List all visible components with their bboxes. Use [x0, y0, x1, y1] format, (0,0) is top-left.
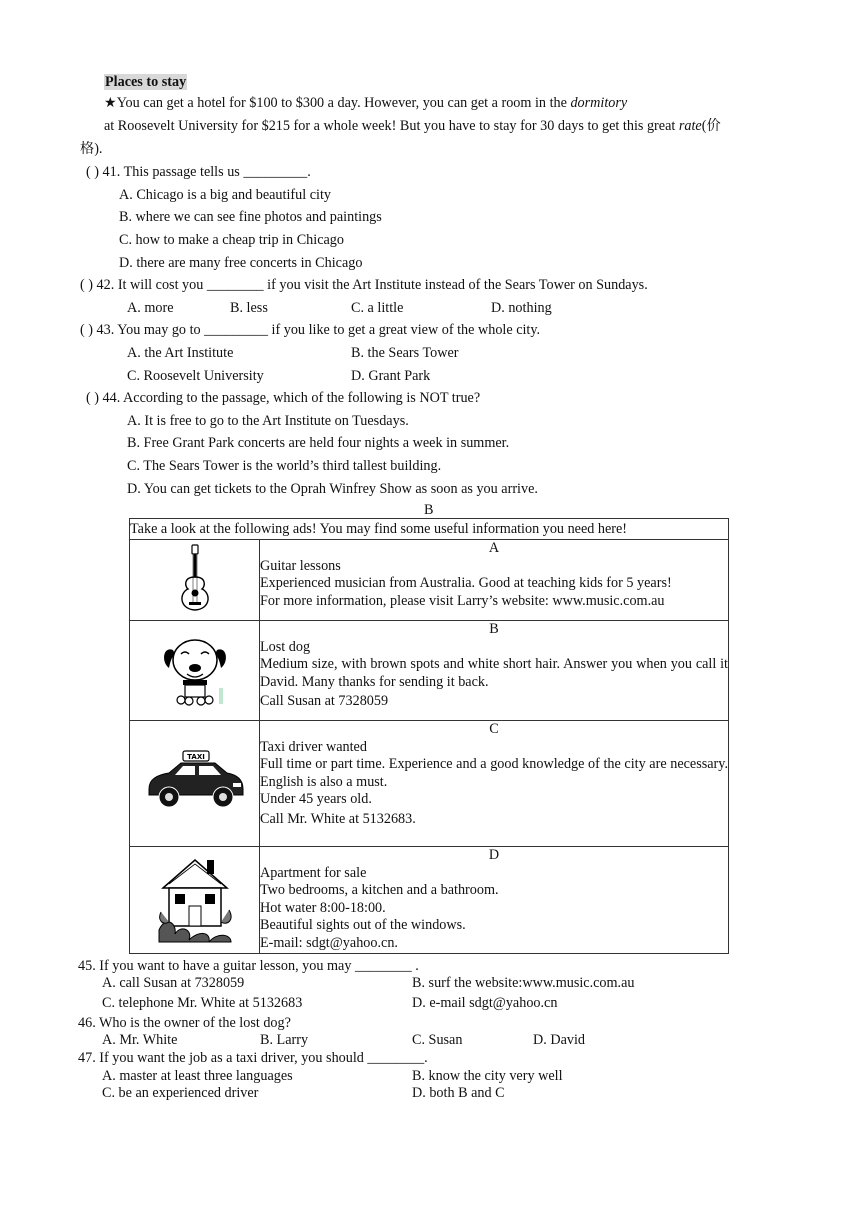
ad-a-line-2: For more information, please visit Larry’s website: www.music.com.au — [260, 592, 665, 609]
ad-c-call: Call Mr. White at 5132683. — [260, 810, 416, 827]
q41-option-c: C. how to make a cheap trip in Chicago — [119, 232, 344, 248]
q41-option-b: B. where we can see fine photos and paintings — [119, 209, 382, 225]
ad-d-line-2: Hot water 8:00-18:00. — [260, 899, 386, 916]
ad-d-email: E-mail: sdgt@yahoo.cn. — [260, 934, 398, 951]
q42-option-a: A. more — [127, 300, 174, 316]
places-line-2: at Roosevelt University for $215 for a whole week! But you have to stay for 30 days to get this great rate(价 — [104, 118, 721, 134]
ad-b-body: Medium size, with brown spots and white short hair. Answer you when you call it David. Many thanks for sending it back. — [260, 656, 728, 690]
house-icon — [130, 847, 260, 954]
star-icon: ★ — [104, 95, 117, 111]
ad-d-line-3: Beautiful sights out of the windows. — [260, 917, 466, 933]
q45-option-a: A. call Susan at 7328059 — [102, 975, 245, 991]
q44-stem: ( ) 44. According to the passage, which of the following is NOT true? — [86, 390, 481, 406]
ad-d-line-1: Two bedrooms, a kitchen and a bathroom. — [260, 882, 499, 898]
q43-option-a: A. the Art Institute — [127, 345, 234, 361]
q42-option-d: D. nothing — [491, 300, 552, 316]
section-b-label: B — [424, 502, 434, 518]
taxi-icon — [130, 721, 260, 847]
q45-option-c: C. telephone Mr. White at 5132683 — [102, 995, 303, 1011]
q43-option-d: D. Grant Park — [351, 368, 431, 384]
q42-option-c: C. a little — [351, 300, 404, 316]
ad-a-letter: A — [488, 540, 500, 556]
ad-a-line-1: Experienced musician from Australia. Good at teaching kids for 5 years! — [260, 575, 672, 591]
q43-stem: ( ) 43. You may go to _________ if you like to get a great view of the whole city. — [80, 322, 541, 338]
q43-option-c: C. Roosevelt University — [127, 368, 264, 384]
q46-stem: 46. Who is the owner of the lost dog? — [78, 1015, 291, 1031]
places-heading: Places to stay — [105, 74, 187, 90]
ad-c-body: Full time or part time. Experience and a good knowledge of the city are necessary. English is also a must. — [260, 756, 728, 790]
q47-stem: 47. If you want the job as a taxi driver, you should ________. — [78, 1050, 428, 1066]
q45-option-d: D. e-mail sdgt@yahoo.cn — [412, 995, 558, 1011]
q44-option-a: A. It is free to go to the Art Institute on Tuesdays. — [127, 413, 409, 429]
ad-b-call: Call Susan at 7328059 — [260, 693, 389, 709]
q41-option-a: A. Chicago is a big and beautiful city — [119, 187, 331, 203]
q41-stem: ( ) 41. This passage tells us _________. — [86, 164, 311, 180]
ad-c-letter: C — [489, 721, 499, 737]
ad-b-letter: B — [489, 621, 499, 637]
q46-option-c: C. Susan — [412, 1032, 463, 1048]
ads-intro: Take a look at the following ads! You may find some useful information you need here! — [130, 519, 729, 540]
ad-d — [260, 847, 729, 954]
ad-a — [260, 540, 729, 621]
ad-b — [260, 621, 729, 721]
q44-option-d: D. You can get tickets to the Oprah Winfrey Show as soon as you arrive. — [127, 481, 538, 497]
q43-option-b: B. the Sears Tower — [351, 345, 459, 361]
ads-table — [129, 518, 729, 954]
q45-option-b: B. surf the website:www.music.com.au — [412, 975, 635, 991]
q46-option-d: D. David — [533, 1032, 586, 1048]
ad-c-title: Taxi driver wanted — [260, 738, 367, 755]
q46-option-b: B. Larry — [260, 1032, 309, 1048]
ad-c-age: Under 45 years old. — [260, 791, 372, 807]
ad-c — [260, 721, 729, 847]
ad-d-letter: D — [488, 847, 500, 863]
dog-icon — [130, 621, 260, 721]
q42-stem: ( ) 42. It will cost you ________ if you visit the Art Institute instead of the Sears Tower on Sundays. — [80, 277, 648, 293]
q44-option-b: B. Free Grant Park concerts are held four nights a week in summer. — [127, 435, 510, 451]
q46-option-a: A. Mr. White — [102, 1032, 178, 1048]
q41-option-d: D. there are many free concerts in Chicago — [119, 255, 363, 271]
ad-a-title: Guitar lessons — [260, 557, 341, 574]
ad-b-title: Lost dog — [260, 638, 311, 655]
q45-stem: 45. If you want to have a guitar lesson, you may ________ . — [78, 958, 419, 974]
places-line-3: 格). — [80, 141, 103, 157]
q47-option-a: A. master at least three languages — [102, 1068, 293, 1084]
q47-option-c: C. be an experienced driver — [102, 1085, 259, 1101]
taxi-sign-text: TAXI — [186, 753, 205, 761]
q47-option-d: D. both B and C — [412, 1085, 505, 1101]
q47-option-b: B. know the city very well — [412, 1068, 563, 1084]
q42-option-b: B. less — [230, 300, 268, 316]
ad-d-title: Apartment for sale — [260, 864, 367, 881]
guitar-icon — [130, 540, 260, 621]
places-line-1: ★You can get a hotel for $100 to $300 a day. However, you can get a room in the dormitory — [104, 95, 628, 111]
q44-option-c: C. The Sears Tower is the world’s third tallest building. — [127, 458, 442, 474]
